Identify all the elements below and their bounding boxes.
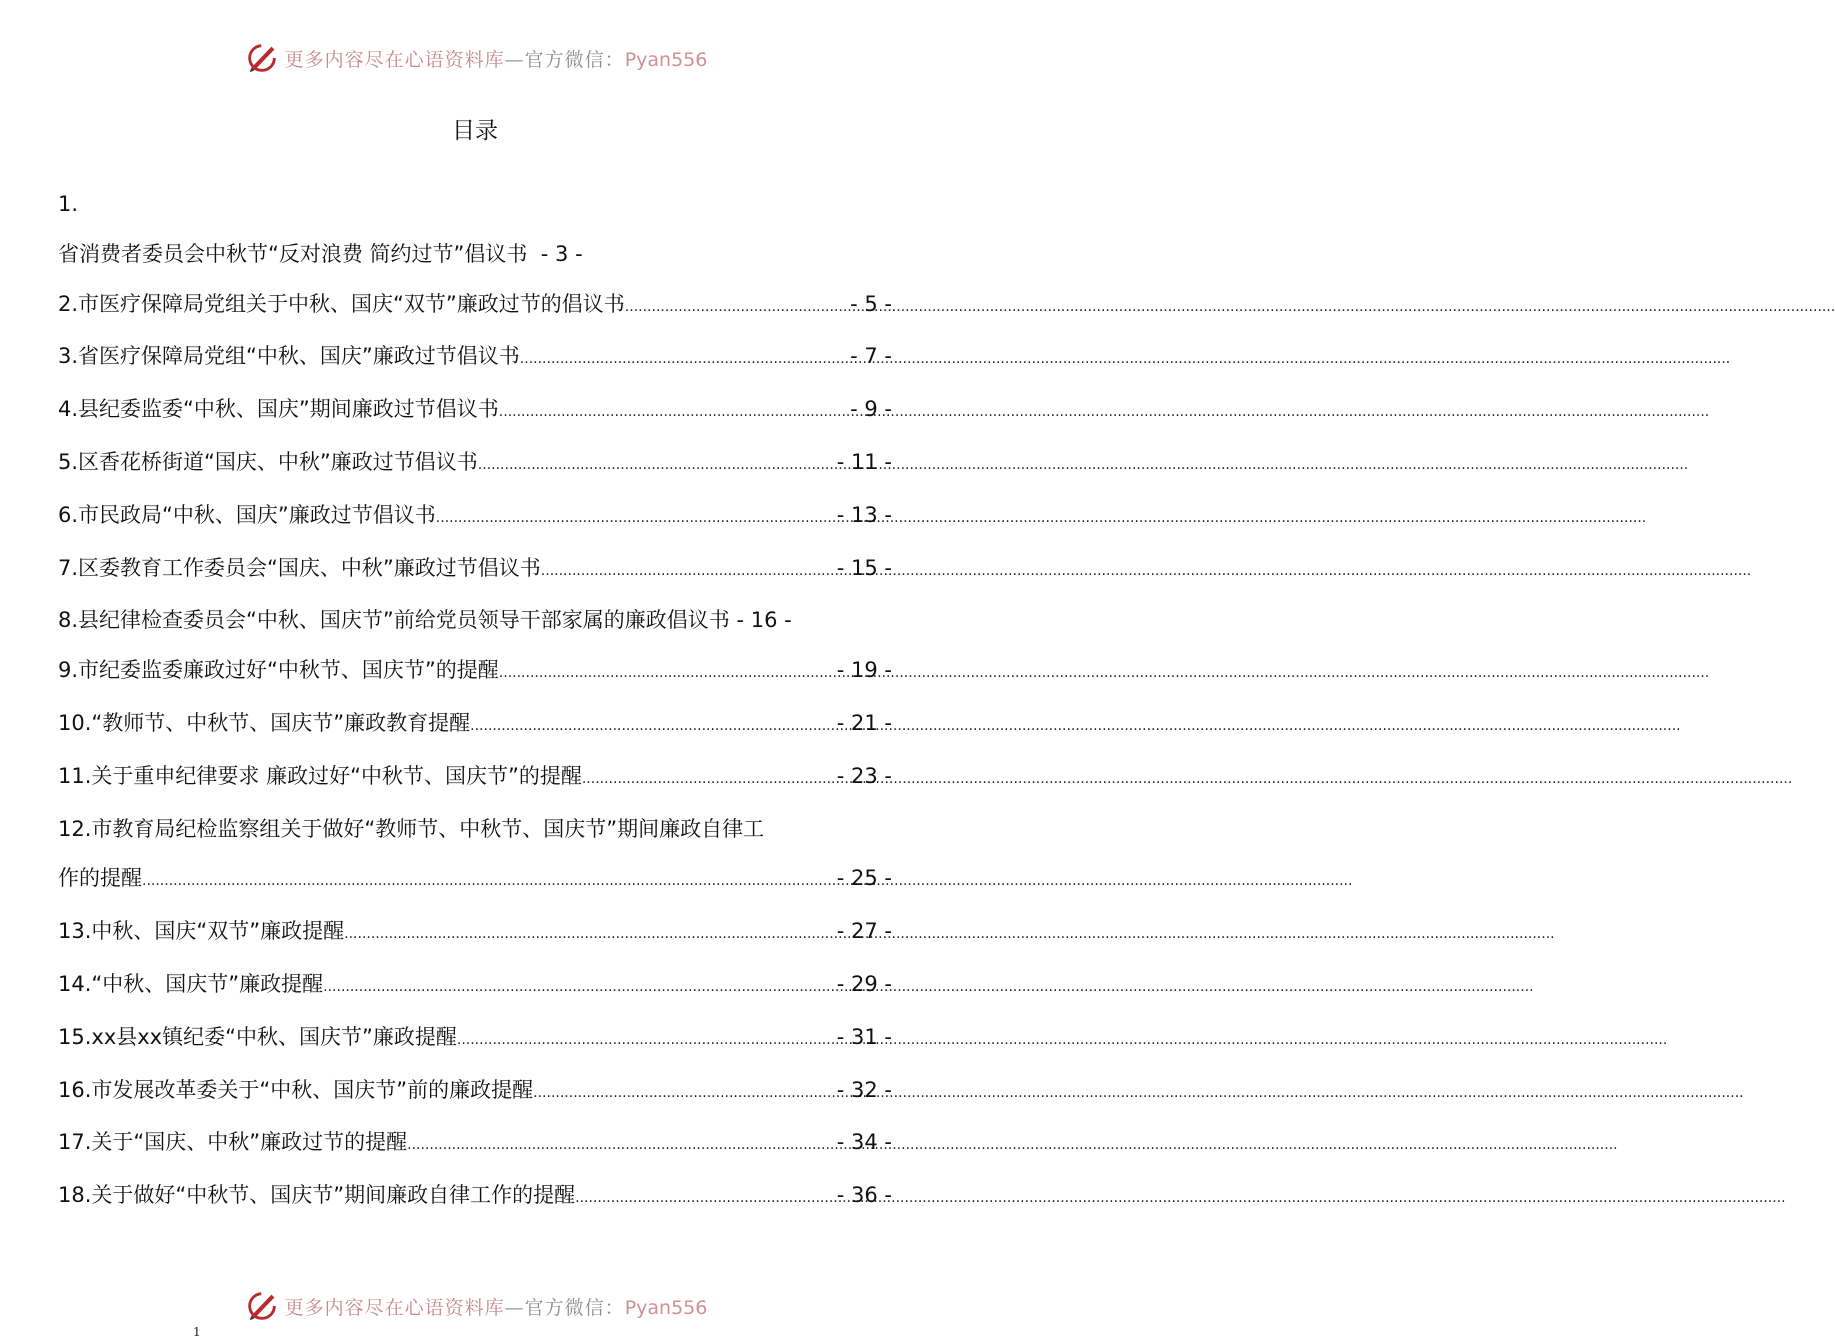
page-number: 1 [193,1325,201,1339]
toc-entry[interactable]: 5.区香花桥街道“国庆、中秋”廉政过节倡议书 ..... - 11 - [58,438,892,491]
header-banner [0,36,950,80]
toc-entry[interactable]: 13.中秋、国庆“双节”廉政提醒 ..... - 27 - [58,907,892,960]
banner-text: 更多内容尽在心语资料库—官方微信：Pyan556 [284,48,708,71]
toc-entry[interactable]: 14.“中秋、国庆节”廉政提醒 ..... - 29 - [58,960,892,1013]
toc-entry[interactable]: 4.县纪委监委“中秋、国庆”期间廉政过节倡议书 ..... - 9 - [58,385,892,438]
toc-entry[interactable]: 15.xx县xx镇纪委“中秋、国庆节”廉政提醒 ..... - 31 - [58,1013,892,1066]
toc-entry[interactable]: 18.关于做好“中秋节、国庆节”期间廉政自律工作的提醒 ..... - 36 - [58,1171,892,1224]
toc-entry[interactable]: 17.关于“国庆、中秋”廉政过节的提醒 ..... - 34 - [58,1118,892,1171]
toc-entry[interactable]: 8.县纪律检查委员会“中秋、国庆节”前给党员领导干部家属的廉政倡议书 - 16 - [58,608,792,633]
page-title: 目录 [452,118,498,144]
toc-entry[interactable]: 省消费者委员会中秋节“反对浪费 简约过节”倡议书 - 3 - [58,241,583,266]
table-of-contents [58,180,892,1224]
pen-logo-icon [243,1287,281,1325]
toc-entry: 1. [58,192,79,216]
pen-logo-icon [243,39,281,77]
toc-entry[interactable]: 作的提醒 ..... - 25 - [58,854,892,907]
toc-entry[interactable]: 10.“教师节、中秋节、国庆节”廉政教育提醒 ..... - 21 - [58,699,892,752]
toc-entry[interactable]: 7.区委教育工作委员会“国庆、中秋”廉政过节倡议书 ..... - 15 - [58,544,892,597]
toc-entry[interactable]: 16.市发展改革委关于“中秋、国庆节”前的廉政提醒 ..... - 32 - [58,1066,892,1119]
toc-entry[interactable]: 2.市医疗保障局党组关于中秋、国庆“双节”廉政过节的倡议书 ..... - 5 - [58,280,892,333]
toc-entry[interactable]: 6.市民政局“中秋、国庆”廉政过节倡议书 ..... - 13 - [58,491,892,544]
toc-entry[interactable]: 11.关于重申纪律要求 廉政过好“中秋节、国庆节”的提醒 ..... - 23 - [58,752,892,805]
banner-text: 更多内容尽在心语资料库—官方微信：Pyan556 [284,1296,708,1319]
toc-entry[interactable]: 12.市教育局纪检监察组关于做好“教师节、中秋节、国庆节”期间廉政自律工 [58,816,765,841]
toc-entry[interactable]: 3.省医疗保障局党组“中秋、国庆”廉政过节倡议书 ..... - 7 - [58,332,892,385]
toc-entry[interactable]: 9.市纪委监委廉政过好“中秋节、国庆节”的提醒 ..... - 19 - [58,646,892,699]
footer-banner [0,1284,950,1328]
